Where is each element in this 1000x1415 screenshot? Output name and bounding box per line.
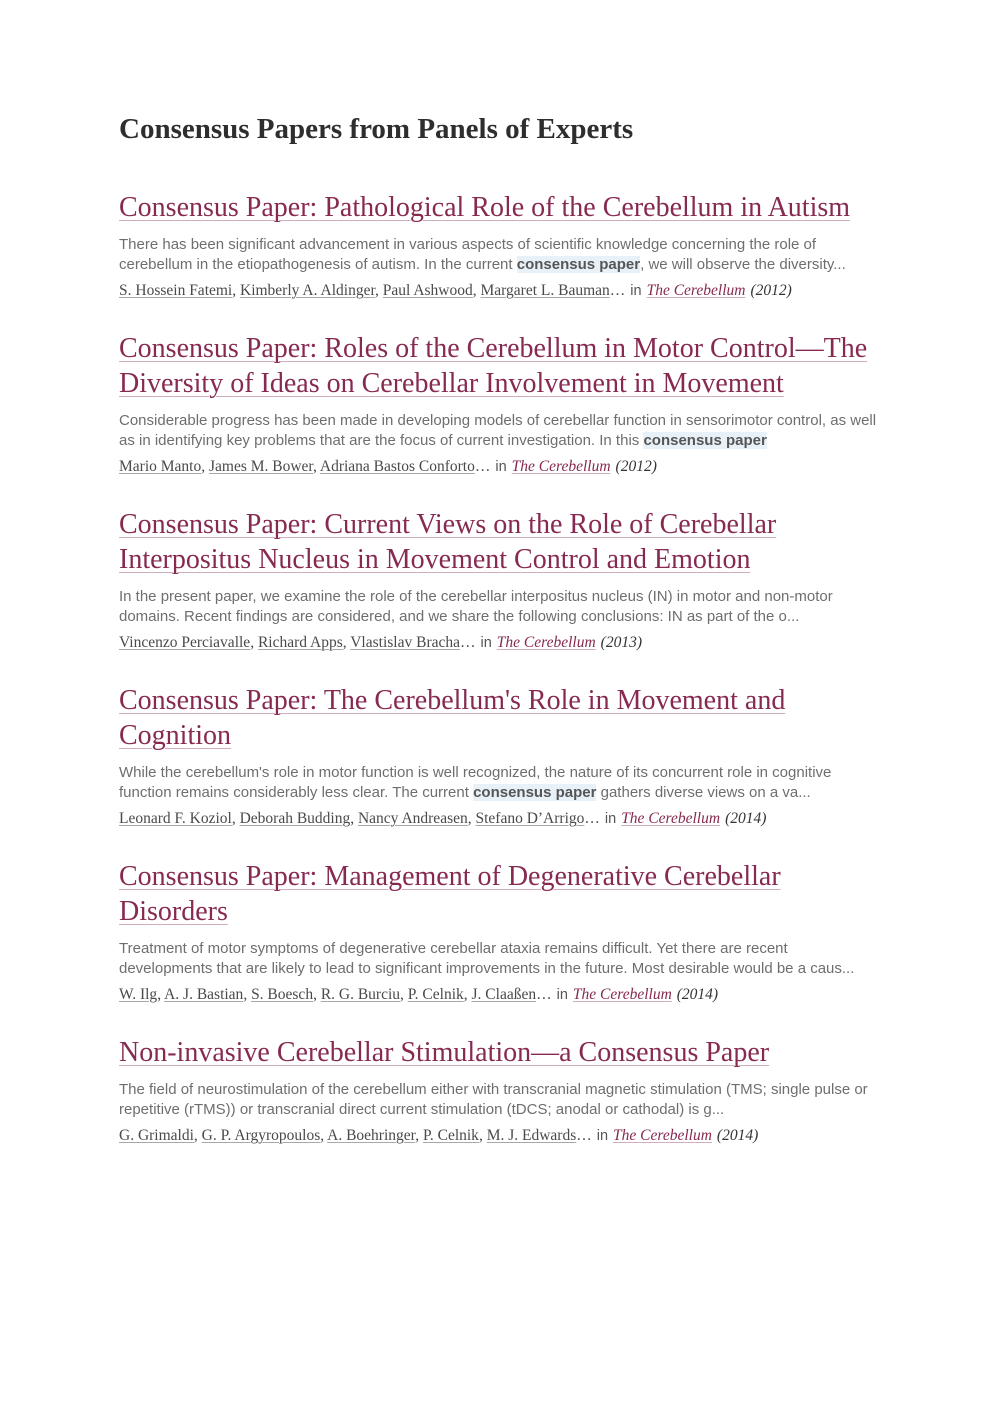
publication-year: (2012) — [750, 281, 792, 299]
results-list — [119, 191, 881, 1147]
author-link[interactable]: Margaret L. Bauman — [480, 281, 610, 299]
result-meta — [119, 808, 881, 830]
publication-year: (2014) — [676, 985, 719, 1003]
author-link[interactable]: G. Grimaldi — [119, 1126, 194, 1144]
author-link[interactable]: J. Claaßen — [471, 985, 537, 1003]
author-link[interactable]: Kimberly A. Aldinger — [240, 281, 375, 299]
search-result-item — [119, 332, 881, 478]
in-label: in — [630, 282, 642, 299]
highlighted-term: consensus paper — [516, 255, 641, 273]
author-link[interactable]: Vlastislav Bracha — [350, 633, 460, 651]
search-result-item — [119, 191, 881, 302]
author-separator: , — [232, 281, 240, 299]
snippet-text: In the present paper, we examine the role of the cerebellar interpositus nucleus (IN) in motor and non-motor domains. Recent findings are considered, and we share the following conclusions: IN as part of the o... — [119, 587, 833, 625]
author-separator: , — [472, 281, 481, 299]
result-title — [119, 332, 881, 402]
result-meta — [119, 984, 881, 1006]
snippet-text: Treatment of motor symptoms of degenerative cerebellar ataxia remains difficult. Yet there are recent developments that are likely to lead to significant improvements in the future. Most desirable would be a caus... — [119, 939, 855, 977]
authors-ellipsis: … — [576, 1126, 592, 1144]
result-title-link[interactable]: Consensus Paper: Management of Degenerative Cerebellar Disorders — [119, 860, 781, 927]
journal-link[interactable]: The Cerebellum — [646, 281, 746, 299]
highlighted-term: consensus paper — [643, 431, 767, 449]
in-label: in — [556, 986, 568, 1003]
author-separator: , — [312, 457, 320, 475]
in-label: in — [495, 458, 507, 475]
author-link[interactable]: James M. Bower — [208, 457, 313, 475]
result-meta — [119, 456, 881, 478]
result-snippet — [119, 939, 881, 979]
publication-year: (2012) — [615, 457, 657, 475]
author-separator: , — [478, 1126, 487, 1144]
journal-link[interactable]: The Cerebellum — [511, 457, 611, 475]
publication-year: (2013) — [600, 633, 642, 651]
result-snippet — [119, 1080, 881, 1120]
author-separator: , — [193, 1126, 202, 1144]
author-separator: , — [313, 985, 321, 1003]
journal-link[interactable]: The Cerebellum — [496, 633, 596, 651]
search-result-item — [119, 860, 881, 1006]
author-separator: , — [243, 985, 252, 1003]
authors-ellipsis: … — [609, 281, 626, 299]
author-link[interactable]: S. Hossein Fatemi — [119, 281, 233, 299]
author-link[interactable]: W. Ilg — [119, 985, 158, 1003]
result-title-link[interactable]: Consensus Paper: Current Views on the Role of Cerebellar Interpositus Nucleus in Movement Control and Emotion — [119, 508, 777, 575]
result-snippet — [119, 411, 881, 451]
result-title-link[interactable]: Consensus Paper: Pathological Role of the Cerebellum in Autism — [119, 191, 851, 223]
journal-link[interactable]: The Cerebellum — [621, 809, 721, 827]
in-label: in — [480, 634, 492, 651]
author-link[interactable]: P. Celnik — [422, 1126, 479, 1144]
snippet-text: gathers diverse views on a va... — [596, 783, 811, 801]
author-link[interactable]: Nancy Andreasen — [357, 809, 468, 827]
author-separator: , — [157, 985, 165, 1003]
page-title: Consensus Papers from Panels of Experts — [119, 113, 634, 145]
author-link[interactable]: Deborah Budding — [239, 809, 351, 827]
result-meta — [119, 1125, 881, 1147]
result-title — [119, 860, 881, 930]
author-separator: , — [350, 809, 358, 827]
search-result-item — [119, 508, 881, 654]
journal-link[interactable]: The Cerebellum — [572, 985, 672, 1003]
snippet-text: Considerable progress has been made in developing models of cerebellar function in sensorimotor control, as well as in identifying key problems that are the focus of current investigation. In this — [119, 411, 877, 449]
search-result-item — [119, 684, 881, 830]
author-link[interactable]: R. G. Burciu — [320, 985, 401, 1003]
authors-ellipsis: … — [584, 809, 600, 827]
journal-link[interactable]: The Cerebellum — [613, 1126, 712, 1144]
author-link[interactable]: Richard Apps — [257, 633, 343, 651]
search-result-item — [119, 1036, 881, 1147]
result-meta — [119, 280, 881, 302]
result-title — [119, 684, 881, 754]
result-snippet — [119, 235, 881, 275]
result-title — [119, 1036, 881, 1071]
authors-ellipsis: … — [474, 457, 491, 475]
result-title-link[interactable]: Non-invasive Cerebellar Stimulation—a Consensus Paper — [119, 1036, 770, 1068]
search-results-page — [119, 0, 881, 1147]
result-snippet — [119, 763, 881, 803]
in-label: in — [596, 1127, 609, 1144]
author-separator: , — [320, 1126, 328, 1144]
author-link[interactable]: G. P. Argyropoulos — [201, 1126, 321, 1144]
author-link[interactable]: M. J. Edwards — [486, 1126, 577, 1144]
author-separator: , — [231, 809, 240, 827]
snippet-text: The field of neurostimulation of the cerebellum either with transcranial magnetic stimulation (TMS; single pulse or repetitive (rTMS)) or transcranial direct current stimulation (tDCS; anodal or cathodal) is g... — [119, 1080, 868, 1118]
author-separator: , — [201, 457, 209, 475]
author-link[interactable]: Stefano D’Arrigo — [475, 809, 585, 827]
snippet-text: While the cerebellum's role in motor function is well recognized, the nature of its concurrent role in cognitive function remains considerably less clear. The current — [119, 763, 832, 801]
authors-ellipsis: … — [460, 633, 476, 651]
author-link[interactable]: Paul Ashwood — [382, 281, 473, 299]
snippet-text: , we will observe the diversity... — [640, 255, 846, 273]
author-link[interactable]: Vincenzo Perciavalle — [119, 633, 251, 651]
publication-year: (2014) — [716, 1126, 759, 1144]
author-separator: , — [415, 1126, 423, 1144]
author-separator: , — [375, 281, 383, 299]
author-link[interactable]: Adriana Bastos Conforto — [319, 457, 475, 475]
author-link[interactable]: A. Boehringer — [327, 1126, 416, 1144]
author-link[interactable]: A. J. Bastian — [164, 985, 244, 1003]
result-title-link[interactable]: Consensus Paper: Roles of the Cerebellum in Motor Control—The Diversity of Ideas on Cerebellar Involvement in Movement — [119, 332, 868, 399]
author-separator: , — [342, 633, 351, 651]
author-link[interactable]: P. Celnik — [407, 985, 464, 1003]
author-separator: , — [400, 985, 408, 1003]
publication-year: (2014) — [725, 809, 767, 827]
result-title — [119, 191, 881, 226]
snippet-text: There has been significant advancement in various aspects of scientific knowledge concerning the role of cerebellum in the etiopathogenesis of autism. In the current — [119, 235, 817, 273]
highlighted-term: consensus paper — [473, 783, 597, 801]
result-meta — [119, 632, 881, 654]
authors-ellipsis: … — [536, 985, 552, 1003]
author-link[interactable]: S. Boesch — [251, 985, 314, 1003]
author-separator: , — [467, 809, 476, 827]
author-separator: , — [250, 633, 258, 651]
author-link[interactable]: Leonard F. Koziol — [119, 809, 232, 827]
in-label: in — [604, 810, 617, 827]
result-snippet — [119, 587, 881, 627]
result-title-link[interactable]: Consensus Paper: The Cerebellum's Role in Movement and Cognition — [119, 684, 786, 751]
author-link[interactable]: Mario Manto — [119, 457, 202, 475]
result-title — [119, 508, 881, 578]
author-separator: , — [463, 985, 472, 1003]
